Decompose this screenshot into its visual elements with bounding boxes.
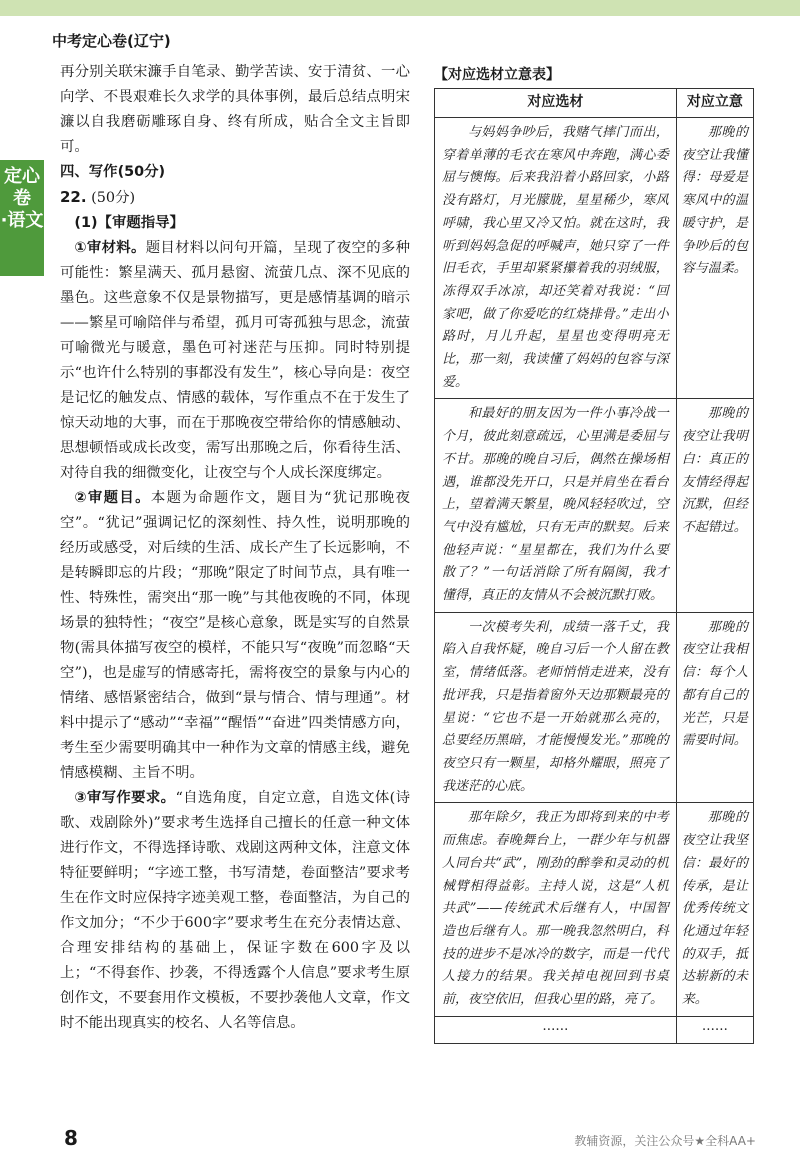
table-row bbox=[435, 612, 754, 803]
ellipsis-cell: …… bbox=[676, 1016, 753, 1043]
para-title-label: ②审题目。 bbox=[74, 490, 151, 506]
para-material-text: 题目材料以问句开篇，呈现了夜空的多种可能性：繁星满天、孤月悬窗、流萤几点、深不见底的墨色。这些意象不仅是景物描写，更是感情基调的暗示——繁星可喻陪伴与希望，孤月可寄孤独与思念，流萤可喻微光与暖意，墨色可衬迷茫与压抑。同时特别提示“也许什么特别的事都没有发生”，核心导向是：夜空是记忆的触发点、情感的载体，写作重点不在于发生了惊天动地的大事，而在于那晚夜空带给你的情感触动、思想顿悟或成长改变，需写出那晚之后，你看待生活、对待自我的细微变化，让夜空与个人成长深度绑定。 bbox=[60, 240, 410, 481]
para-requirements bbox=[60, 786, 410, 1036]
table-row bbox=[435, 118, 754, 399]
footer-note: 教辅资源，关注公众号★全科AA+ bbox=[574, 1134, 756, 1148]
col-header-material: 对应选材 bbox=[435, 89, 677, 118]
page-number: 8 bbox=[64, 1126, 78, 1150]
question-number: 22. bbox=[60, 188, 87, 206]
ellipsis-cell: …… bbox=[435, 1016, 677, 1043]
question-score: (50分) bbox=[91, 190, 136, 206]
col-header-meaning: 对应立意 bbox=[676, 89, 753, 118]
material-cell: 那年除夕，我正为即将到来的中考而焦虑。春晚舞台上，一群少年与机器人同台共“武”，刚劲的醉拳和灵动的机械臂相得益彰。主持人说，这是“人机共武”——传统武术后继有人，中国智造也后继有人。那一晚我忽然明白，科技的进步不是冰冷的数字，而是一代代人接力的结果。我关掉电视回到书桌前，夜空依旧，但我心里的路，亮了。 bbox=[435, 803, 677, 1016]
table-row-ellipsis bbox=[435, 1016, 754, 1043]
section-heading: 四、写作(50分) bbox=[60, 164, 166, 180]
material-cell: 与妈妈争吵后，我赌气摔门而出，穿着单薄的毛衣在寒风中奔跑，满心委屈与懊悔。后来我沿着小路回家，小路没有路灯，月光朦胧，星星稀少，寒风呼啸，我心里又冷又怕。就在这时，我听到妈妈急促的呼喊声，她只穿了一件旧毛衣，手里却紧紧攥着我的羽绒服，冻得双手冰凉，却还笑着对我说：“回家吧，做了你爱吃的红烧排骨。”走出小路时，月儿升起，星星也变得明亮无比，那一刻，我读懂了妈妈的包容与深爱。 bbox=[435, 118, 677, 399]
top-color-strip bbox=[0, 0, 800, 16]
side-tab-line1: 定心卷 bbox=[4, 166, 40, 209]
sub-heading-guidance: (1)【审题指导】 bbox=[74, 215, 184, 231]
material-cell: 和最好的朋友因为一件小事冷战一个月，彼此刻意疏远，心里满是委屈与不甘。那晚的晚自习后，偶然在操场相遇，谁都没先开口，只是并肩坐在看台上，望着满天繁星，晚风轻轻吹过，空气中没有尴尬，只有无声的默契。后来他轻声说：“星星都在，我们为什么要散了？”一句话消除了所有隔阂，我才懂得，真正的友情从不会被沉默打败。 bbox=[435, 399, 677, 612]
para-material-label: ①审材料。 bbox=[74, 240, 146, 256]
intro-paragraph: 再分别关联宋濂手自笔录、勤学苦读、安于清贫、一心向学、不畏艰难长久求学的具体事例，最后总结点明宋濂以自我磨砺雕琢自身、终有所成，贴合全文主旨即可。 bbox=[60, 64, 410, 155]
para-title bbox=[60, 486, 410, 786]
side-tab bbox=[0, 160, 44, 276]
para-requirements-text: “自选角度，自定立意，自选文体(诗歌、戏剧除外)”要求考生选择自己擅长的任意一种文体进行作文，不得选择诗歌、戏剧这两种文体，注意文体特征要鲜明；“字迹工整，书写清楚，卷面整洁”要求考生在作文时应保持字迹美观工整，卷面整洁，为自己的作文加分；“不少于600字”要求考生在充分表情达意、合理安排结构的基础上，保证字数在600字及以上；“不得套作、抄袭，不得透露个人信息”要求考生原创作文，不要套用作文模板，不要抄袭他人文章，作文时不能出现真实的校名、人名等信息。 bbox=[60, 790, 410, 1031]
meaning-cell: 那晚的夜空让我坚信：最好的传承，是让优秀传统文化通过年轻的双手，抵达崭新的未来。 bbox=[676, 803, 753, 1016]
para-requirements-label: ③审写作要求。 bbox=[74, 790, 176, 806]
para-title-text: 本题为命题作文，题目为“犹记那晚夜空”。“犹记”强调记忆的深刻性、持久性，说明那晚的经历或感受，对后续的生活、成长产生了长远影响，不是转瞬即忘的片段；“那晚”限定了时间节点，具有唯一性、特殊性，需突出“那一晚”与其他夜晚的不同，体现场景的独特性；“夜空”是核心意象，既是实写的自然景物(需具体描写夜空的模样，不能只写“夜晚”而忽略“天空”)，也是虚写的情感寄托，需将夜空的景象与内心的情绪、感悟紧密结合，做到“景与情合、情与理通”。材料中提示了“感动”“幸福”“醒悟”“奋进”四类情感方向，考生至少需要明确其中一种作为文章的情感主线，避免情感模糊、主旨不明。 bbox=[60, 490, 411, 781]
selection-table bbox=[434, 88, 754, 1044]
table-row bbox=[435, 803, 754, 1016]
table-row bbox=[435, 399, 754, 612]
material-cell: 一次模考失利，成绩一落千丈，我陷入自我怀疑，晚自习后一个人留在教室，情绪低落。老师悄悄走进来，没有批评我，只是指着窗外天边那颗最亮的星说：“它也不是一开始就那么亮的，总要经历黑暗，才能慢慢发光。”那晚的夜空只有一颗星，却格外耀眼，照亮了我迷茫的心底。 bbox=[435, 612, 677, 803]
table-header-row bbox=[435, 89, 754, 118]
table-title: 【对应选材立意表】 bbox=[434, 67, 560, 83]
para-material bbox=[60, 236, 410, 486]
side-tab-line2: ·语文 bbox=[0, 210, 44, 231]
page-header-title: 中考定心卷(辽宁) bbox=[52, 32, 171, 50]
meaning-cell: 那晚的夜空让我懂得：母爱是寒风中的温暖守护，是争吵后的包容与温柔。 bbox=[676, 118, 753, 399]
left-column bbox=[60, 60, 410, 1036]
question-line bbox=[60, 185, 410, 211]
meaning-cell: 那晚的夜空让我相信：每个人都有自己的光芒，只是需要时间。 bbox=[676, 612, 753, 803]
meaning-cell: 那晚的夜空让我明白：真正的友情经得起沉默，但经不起错过。 bbox=[676, 399, 753, 612]
